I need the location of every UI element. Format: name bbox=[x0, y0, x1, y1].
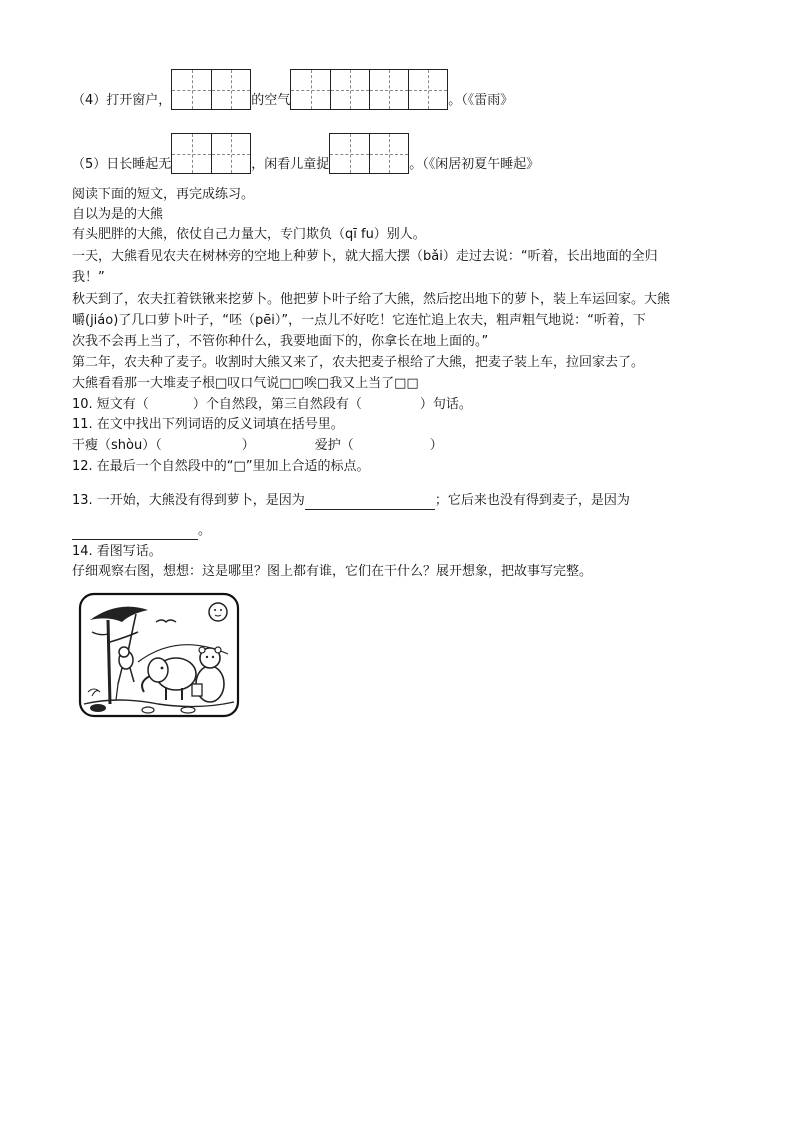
story-illustration bbox=[78, 592, 240, 718]
q4-grid-1[interactable] bbox=[171, 69, 251, 110]
story-paragraph-3-line-3: 次我不会再上当了，不管你种什么，我要地面下的，你拿长在地上面的。” bbox=[72, 334, 489, 349]
q5-grid-1[interactable] bbox=[171, 133, 251, 174]
stone-icon bbox=[90, 704, 106, 712]
question-14-prompt: 仔细观察右图，想想：这是哪里？图上都有谁，它们在干什么？展开想象，把故事写完整。 bbox=[72, 564, 593, 579]
q5-suffix: 。（《闲居初夏午睡起》 bbox=[409, 157, 540, 172]
story-title: 自以为是的大熊 bbox=[72, 207, 164, 222]
q4-mid: 的空气 bbox=[251, 93, 291, 108]
q13-part-a: 13. 一开始，大熊没有得到萝卜，是因为 bbox=[72, 493, 305, 508]
story-paragraph-2-line-2: 我！” bbox=[72, 270, 105, 285]
question-13 bbox=[72, 492, 630, 510]
grid-cell[interactable] bbox=[291, 70, 330, 109]
grid-cell[interactable] bbox=[330, 70, 369, 109]
q4-prefix: （4）打开窗户， bbox=[72, 93, 172, 108]
q4-suffix: 。（《雷雨》 bbox=[448, 93, 514, 108]
q10-part-a: 10. 短文有（ bbox=[72, 397, 149, 412]
q5-prefix: （5）日长睡起无 bbox=[72, 157, 172, 172]
q11-words-row bbox=[72, 437, 443, 455]
story-paragraph-5: 大熊看看那一大堆麦子根□叹口气说□□唉□我又上当了□□ bbox=[72, 376, 419, 391]
stone-icon bbox=[142, 707, 154, 713]
q5-row bbox=[72, 134, 539, 176]
q5-mid: ，闲看儿童捉 bbox=[251, 157, 330, 172]
q11-word-2-close: ） bbox=[429, 438, 443, 453]
question-10 bbox=[72, 396, 472, 414]
story-paragraph-4: 第二年，农夫种了麦子。收割时大熊又来了，农夫把麦子根给了大熊，把麦子装上车，拉回家去了。 bbox=[72, 355, 645, 370]
sun-icon bbox=[209, 603, 227, 621]
story-paragraph-1: 有头肥胖的大熊，依仗自己力量大，专门欺负（qī fu）别人。 bbox=[72, 227, 426, 242]
q10-part-b: ）个自然段，第三自然段有（ bbox=[192, 397, 362, 412]
question-11: 11. 在文中找出下列词语的反义词填在括号里。 bbox=[72, 417, 344, 432]
story-paragraph-2-line-1: 一天，大熊看见农夫在树林旁的空地上种萝卜，就大摇大摆（bǎi）走过去说：“听着，长出地面的全归 bbox=[72, 249, 658, 264]
story-paragraph-3-line-1: 秋天到了，农夫扛着铁锹来挖萝卜。他把萝卜叶子给了大熊，然后挖出地下的萝卜，装上车运回家。大熊 bbox=[72, 292, 671, 307]
grid-cell[interactable] bbox=[369, 70, 408, 109]
q5-grid-2[interactable] bbox=[329, 133, 409, 174]
grid-cell[interactable] bbox=[211, 70, 250, 109]
q4-grid-2[interactable] bbox=[290, 69, 448, 110]
q13-blank-2[interactable] bbox=[72, 525, 198, 540]
q4-row bbox=[72, 70, 513, 112]
q13-part-b: ；它后来也没有得到麦子，是因为 bbox=[434, 493, 630, 508]
q10-part-c: ）句话。 bbox=[419, 397, 472, 412]
question-14: 14. 看图写话。 bbox=[72, 544, 162, 559]
q11-word-1-close: ） bbox=[241, 438, 255, 453]
grid-cell[interactable] bbox=[172, 134, 211, 173]
grid-cell[interactable] bbox=[330, 134, 369, 173]
question-12: 12. 在最后一个自然段中的“□”里加上合适的标点。 bbox=[72, 459, 370, 474]
grid-cell[interactable] bbox=[211, 134, 250, 173]
reading-intro: 阅读下面的短文，再完成练习。 bbox=[72, 187, 255, 202]
story-paragraph-3-line-2: 嚼(jiáo)了几口萝卜叶子，“呸（pēi）”，一点儿不好吃！它连忙追上农夫，粗声粗气地说：“听着，下 bbox=[72, 313, 646, 328]
q13-part-c: 。 bbox=[198, 523, 212, 538]
question-13-continued bbox=[72, 522, 211, 540]
q11-word-1: 干瘦（shòu）（ bbox=[72, 438, 162, 453]
q13-blank-1[interactable] bbox=[305, 495, 435, 510]
q11-word-2: 爱护（ bbox=[314, 438, 354, 453]
grid-cell[interactable] bbox=[408, 70, 447, 109]
stone-icon bbox=[181, 707, 195, 713]
grid-cell[interactable] bbox=[172, 70, 211, 109]
grid-cell[interactable] bbox=[369, 134, 408, 173]
